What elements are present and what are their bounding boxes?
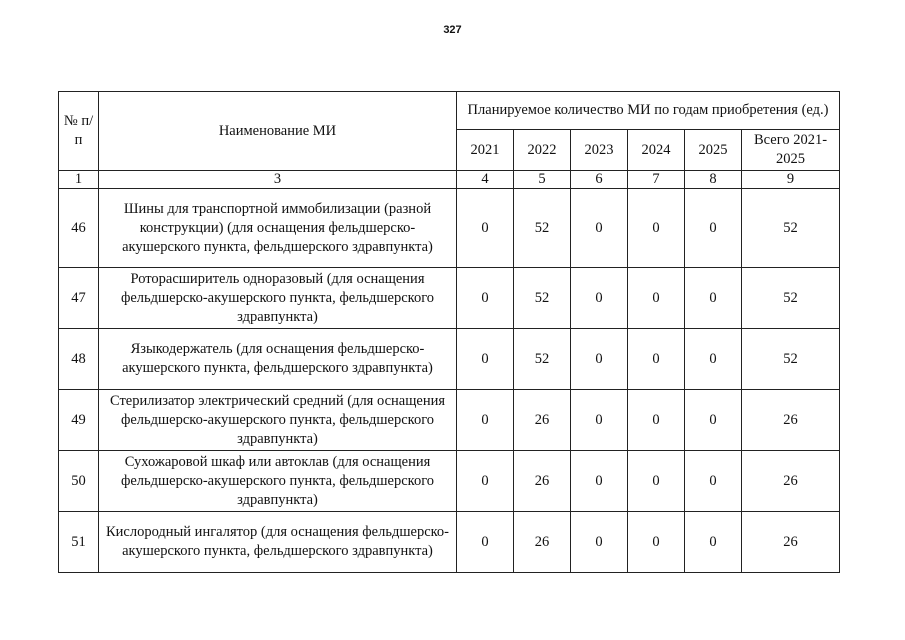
table-row xyxy=(59,268,840,329)
item-name: Сухожаровой шкаф или автоклав (для оснащения фельдшерско-акушерского пункта, фельдшерского здравпункта) xyxy=(99,451,457,512)
year-quantity: 26 xyxy=(514,390,571,451)
table-row xyxy=(59,189,840,268)
year-quantity: 0 xyxy=(628,390,685,451)
year-quantity: 0 xyxy=(685,268,742,329)
item-name: Языкодержатель (для оснащения фельдшерско-акушерского пункта, фельдшерского здравпункта) xyxy=(99,329,457,390)
total-quantity: 52 xyxy=(742,329,840,390)
column-number: 3 xyxy=(99,171,457,189)
year-quantity: 0 xyxy=(628,512,685,573)
year-quantity: 0 xyxy=(685,451,742,512)
total-quantity: 52 xyxy=(742,189,840,268)
total-quantity: 26 xyxy=(742,390,840,451)
table-row xyxy=(59,390,840,451)
header-year: 2025 xyxy=(685,130,742,171)
row-number: 48 xyxy=(59,329,99,390)
year-quantity: 0 xyxy=(571,451,628,512)
year-quantity: 0 xyxy=(571,390,628,451)
medical-items-table xyxy=(58,91,840,573)
column-number-row xyxy=(59,171,840,189)
year-quantity: 0 xyxy=(457,390,514,451)
item-name: Роторасширитель одноразовый (для оснащения фельдшерско-акушерского пункта, фельдшерского здравпункта) xyxy=(99,268,457,329)
year-quantity: 0 xyxy=(628,329,685,390)
header-year: 2024 xyxy=(628,130,685,171)
year-quantity: 0 xyxy=(628,268,685,329)
year-quantity: 0 xyxy=(628,189,685,268)
year-quantity: 0 xyxy=(571,512,628,573)
header-year: 2023 xyxy=(571,130,628,171)
column-number: 1 xyxy=(59,171,99,189)
item-name: Кислородный ингалятор (для оснащения фельдшерско-акушерского пункта, фельдшерского здравпункта) xyxy=(99,512,457,573)
page-number: 327 xyxy=(443,24,462,36)
year-quantity: 0 xyxy=(685,189,742,268)
row-number: 46 xyxy=(59,189,99,268)
table-row xyxy=(59,512,840,573)
header-year: 2022 xyxy=(514,130,571,171)
header-num: № п/п xyxy=(59,92,99,171)
year-quantity: 0 xyxy=(685,329,742,390)
row-number: 49 xyxy=(59,390,99,451)
year-quantity: 0 xyxy=(457,189,514,268)
header-name: Наименование МИ xyxy=(99,92,457,171)
item-name: Шины для транспортной иммобилизации (разной конструкции) (для оснащения фельдшерско-акушерского пункта, фельдшерского здравпункта) xyxy=(99,189,457,268)
total-quantity: 26 xyxy=(742,451,840,512)
year-quantity: 0 xyxy=(628,451,685,512)
header-group: Планируемое количество МИ по годам приобретения (ед.) xyxy=(457,92,840,130)
year-quantity: 0 xyxy=(457,512,514,573)
year-quantity: 0 xyxy=(457,329,514,390)
year-quantity: 0 xyxy=(571,329,628,390)
column-number: 5 xyxy=(514,171,571,189)
total-quantity: 52 xyxy=(742,268,840,329)
year-quantity: 52 xyxy=(514,189,571,268)
column-number: 7 xyxy=(628,171,685,189)
year-quantity: 0 xyxy=(685,390,742,451)
year-quantity: 52 xyxy=(514,329,571,390)
column-number: 4 xyxy=(457,171,514,189)
header-row-1 xyxy=(59,92,840,130)
year-quantity: 0 xyxy=(457,451,514,512)
header-year: 2021 xyxy=(457,130,514,171)
row-number: 47 xyxy=(59,268,99,329)
column-number: 9 xyxy=(742,171,840,189)
year-quantity: 0 xyxy=(457,268,514,329)
column-number: 6 xyxy=(571,171,628,189)
row-number: 51 xyxy=(59,512,99,573)
year-quantity: 26 xyxy=(514,512,571,573)
column-number: 8 xyxy=(685,171,742,189)
year-quantity: 0 xyxy=(685,512,742,573)
table-row xyxy=(59,329,840,390)
year-quantity: 26 xyxy=(514,451,571,512)
year-quantity: 52 xyxy=(514,268,571,329)
table-row xyxy=(59,451,840,512)
row-number: 50 xyxy=(59,451,99,512)
year-quantity: 0 xyxy=(571,268,628,329)
total-quantity: 26 xyxy=(742,512,840,573)
item-name: Стерилизатор электрический средний (для оснащения фельдшерско-акушерского пункта, фельдшерского здравпункта) xyxy=(99,390,457,451)
year-quantity: 0 xyxy=(571,189,628,268)
header-total: Всего 2021-2025 xyxy=(742,130,840,171)
